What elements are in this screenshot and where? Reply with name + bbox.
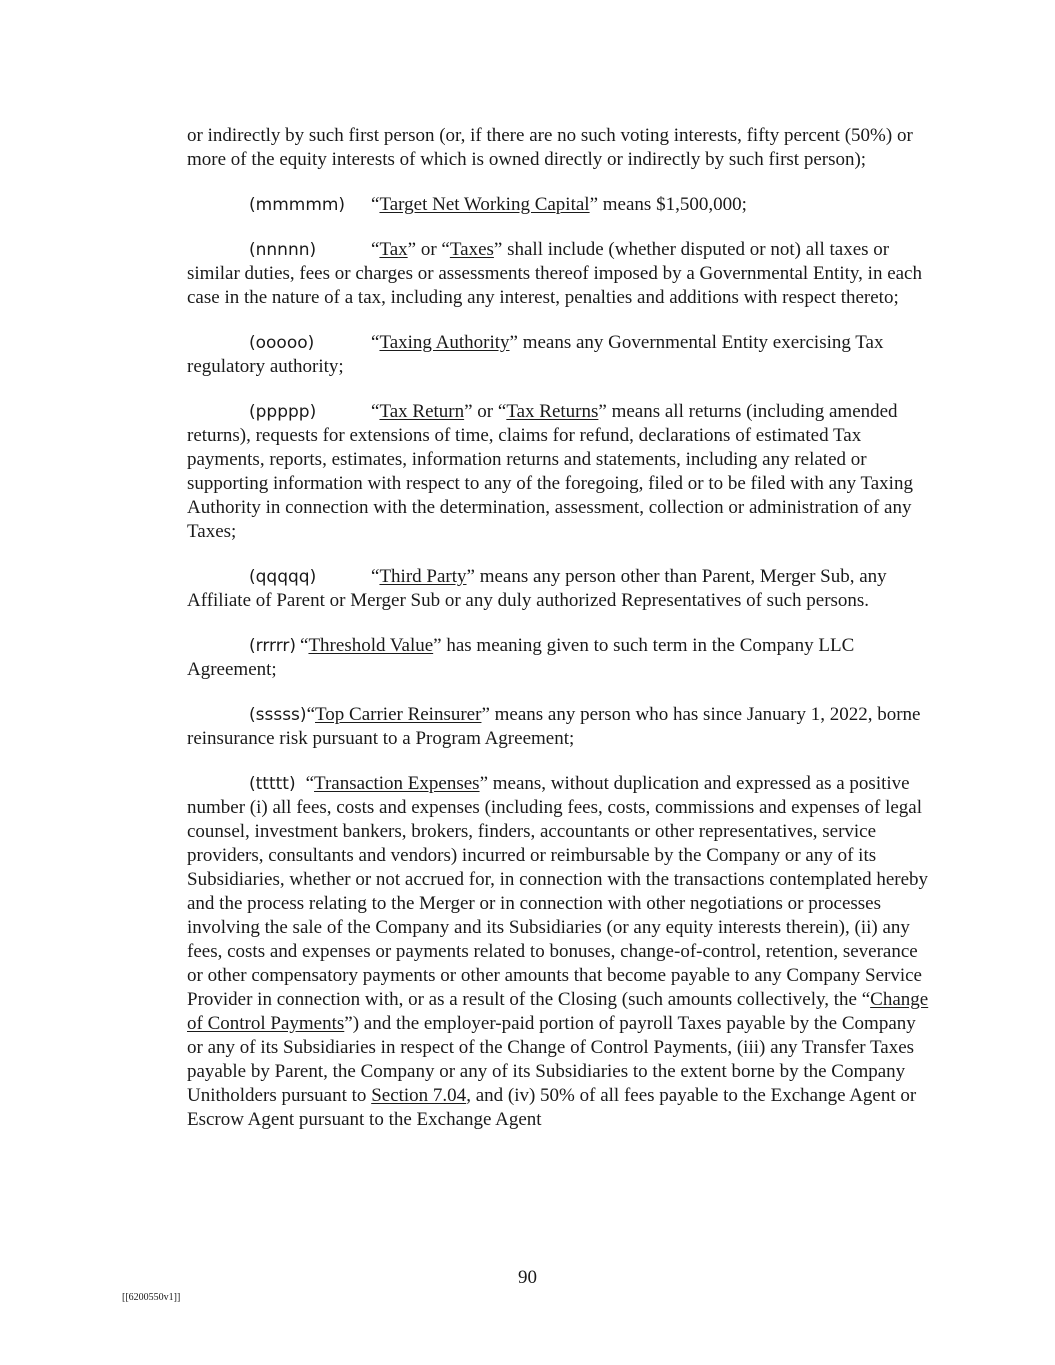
definition-text: ” means, without duplication and expressed as a positive number (i) all fees, costs and expenses (including fees, costs, commissions and expenses of legal counsel, investment bankers, brokers, finders, accountants or other representatives, service providers, consultants and vendors) incurred or reimbursable by the Company or any of its Subsidiaries, whether or not accrued for, in connection with the transactions contemplated hereby and the process relating to the Merger or in connection with other negotiations or processes involving the sale of the Company and its Subsidiaries (or any equity interests therein), (ii) any fees, costs and expenses or payments related to bonuses, change-of-control, retention, severance or other compensatory payments or other amounts that become payable to any Company Service Provider in connection with, or as a result of the Closing (such amounts collectively, the “ [187,773,929,1010]
definition-marker: (ttttt) [249,774,296,794]
definition-tax: (nnnnn) “Tax” or “Taxes” shall include (whether disputed or not) all taxes or similar duties, fees or charges or assessments thereof imposed by a Governmental Entity, in each case in the nature of a tax, including any interest, penalties and additions with respect thereto; [187,239,922,308]
definition-marker: (nnnnn) [249,240,317,260]
definition-threshold-value: (rrrrr) “Threshold Value” has meaning given to such term in the Company LLC Agreement; [187,635,855,680]
definition-third-party: (qqqqq) “Third Party” means any person other than Parent, Merger Sub, any Affiliate of Parent or Merger Sub or any duly authorized Representatives of such persons. [187,566,887,611]
defined-term: Change of Control Payments [187,989,929,1034]
defined-term: Tax [379,239,408,260]
definition-text: ” means any person other than Parent, Merger Sub, any Affiliate of Parent or Merger Sub or any duly authorized Representatives of such persons. [187,566,887,611]
definition-marker: (qqqqq) [249,567,317,587]
defined-term: Taxes [449,239,494,260]
definition-text: ” means all returns (including amended returns), requests for extensions of time, claims for refund, declarations of estimated Tax payments, reports, estimates, information returns and statements, including any related or supporting information with respect to any of the foregoing, filed or to be filed with any Taxing Authority in connection with the determination, assessment, collection or administration of any Taxes; [187,401,913,542]
defined-term: Tax Returns [506,401,599,422]
definition-marker: (ppppp) [249,402,317,422]
definition-marker: (sssss) [249,705,307,725]
definition-text: ” means $1,500,000; [589,194,747,215]
definition-taxing-authority: (ooooo) “Taxing Authority” means any Governmental Entity exercising Tax regulatory authority; [187,332,884,377]
document-id: [[6200550v1]] [122,1292,181,1303]
defined-term: Third Party [379,566,467,587]
definition-text: , and (iv) 50% of all fees payable to the Exchange Agent or Escrow Agent pursuant to the Exchange Agent [187,1085,917,1130]
page-number: 90 [518,1267,537,1288]
defined-term: Transaction Expenses [314,773,480,794]
definition-text: ” means any person who has since January 1, 2022, borne reinsurance risk pursuant to a Program Agreement; [187,704,921,749]
definition-marker: (ooooo) [249,333,315,353]
section-reference: Section 7.04 [371,1085,467,1106]
definition-marker: (rrrrr) [249,636,297,656]
definition-transaction-expenses: (ttttt) “Transaction Expenses” means, without duplication and expressed as a positive number (i) all fees, costs and expenses (including fees, costs, commissions and expenses of legal counsel, investment bankers, brokers, finders, accountants or other representatives, service providers, consultants and vendors) incurred or reimbursable by the Company or any of its Subsidiaries, whether or not accrued for, in connection with the transactions contemplated hereby and the process relating to the Merger or in connection with other negotiations or processes involving the sale of the Company and its Subsidiaries (or any equity interests therein), (ii) any fees, costs and expenses or payments related to bonuses, change-of-control, retention, severance or other compensatory payments or other amounts that become payable to any Company Service Provider in connection with, or as a result of the Closing (such amounts collectively, the “Change of Control Payments”) and the employer-paid portion of payroll Taxes payable by the Company or any of its Subsidiaries in respect of the Change of Control Payments, (iii) any Transfer Taxes payable by Parent, the Company or any of its Subsidiaries to the extent borne by the Company Unitholders pursuant to Section 7.04, and (iv) 50% of all fees payable to the Exchange Agent or Escrow Agent pursuant to the Exchange Agent [187,773,929,1130]
defined-term: Threshold Value [308,635,434,656]
intro-paragraph: or indirectly by such first person (or, if there are no such voting interests, fifty percent (50%) or more of the equity interests of which is owned directly or indirectly by such first person); [187,125,913,170]
definition-target-net-working-capital: (mmmmm) “Target Net Working Capital” means $1,500,000; [249,194,747,215]
definition-text: ” shall include (whether disputed or not) all taxes or similar duties, fees or charges or assessments thereof imposed by a Governmental Entity, in each case in the nature of a tax, including any interest, penalties and additions with respect thereto; [187,239,922,308]
definition-text: ”) and the employer-paid portion of payroll Taxes payable by the Company or any of its Subsidiaries in respect of the Change of Control Payments, (iii) any Transfer Taxes payable by Parent, the Company or any of its Subsidiaries to the extent borne by the Company Unitholders pursuant to [187,1013,916,1106]
definition-marker: (mmmmm) [249,195,346,215]
definition-text: ” means any Governmental Entity exercising Tax regulatory authority; [187,332,884,377]
page-body [187,124,932,1153]
definition-text: ” has meaning given to such term in the Company LLC Agreement; [187,635,855,680]
defined-term: Target Net Working Capital [379,194,590,215]
definition-top-carrier-reinsurer: (sssss)“Top Carrier Reinsurer” means any person who has since January 1, 2022, borne reinsurance risk pursuant to a Program Agreement; [187,704,921,749]
defined-term: Taxing Authority [379,332,510,353]
defined-term: Top Carrier Reinsurer [315,704,482,725]
definition-tax-return: (ppppp) “Tax Return” or “Tax Returns” means all returns (including amended returns), requests for extensions of time, claims for refund, declarations of estimated Tax payments, reports, estimates, information returns and statements, including any related or supporting information with respect to any of the foregoing, filed or to be filed with any Taxing Authority in connection with the determination, assessment, collection or administration of any Taxes; [187,401,913,542]
defined-term: Tax Return [379,401,465,422]
